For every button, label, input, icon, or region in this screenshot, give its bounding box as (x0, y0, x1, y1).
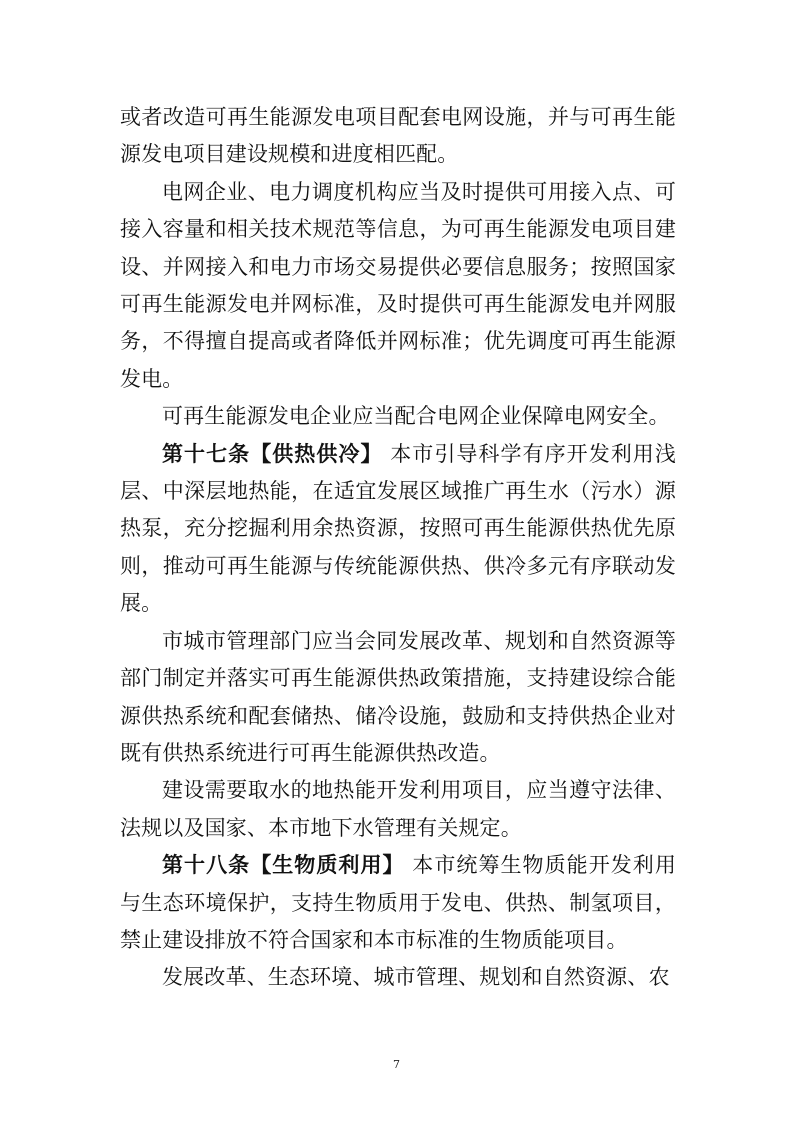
paragraph-text: 电网企业、电力调度机构应当及时提供可用接入点、可接入容量和相关技术规范等信息，为可再生能源发电项目建设、并网接入和电力市场交易提供必要信息服务；按照国家可再生能源发电并网标准，及时提供可再生能源发电并网服务，不得擅自提高或者降低并网标准；优先调度可再生能源发电。 (120, 179, 676, 391)
article-title: 第十八条【生物质利用】 (162, 853, 405, 878)
article-title: 第十七条【供热供冷】 (162, 441, 383, 466)
paragraph-text: 本市统筹生物质能开发利用与生态环境保护，支持生物质用于发电、供热、制氢项目，禁止建设排放不符合国家和本市标准的生物质能项目。 (120, 853, 676, 952)
paragraph-text: 市城市管理部门应当会同发展改革、规划和自然资源等部门制定并落实可再生能源供热政策措施，支持建设综合能源供热系统和配套储热、储冷设施，鼓励和支持供热企业对既有供热系统进行可再生能源供热改造。 (120, 628, 676, 765)
paragraph-departments (120, 959, 676, 996)
paragraph-grid-info (120, 174, 676, 398)
paragraph-text: 可再生能源发电企业应当配合电网企业保障电网安全。 (162, 404, 670, 429)
paragraph-grid-safety (120, 398, 676, 435)
article-17 (120, 436, 676, 623)
paragraph-text: 建设需要取水的地热能开发利用项目，应当遵守法律、法规以及国家、本市地下水管理有关规定。 (120, 778, 676, 840)
page-number: 7 (393, 1058, 400, 1071)
paragraph-geothermal-water (120, 772, 676, 847)
paragraph-heating-policy (120, 623, 676, 773)
paragraph-text: 发展改革、生态环境、城市管理、规划和自然资源、农 (162, 965, 670, 990)
article-18 (120, 847, 676, 959)
paragraph-text: 或者改造可再生能源发电项目配套电网设施，并与可再生能源发电项目建设规模和进度相匹配。 (120, 105, 676, 167)
paragraph-text: 本市引导科学有序开发利用浅层、中深层地热能，在适宜发展区域推广再生水（污水）源热泵，充分挖掘利用余热资源，按照可再生能源供热优先原则，推动可再生能源与传统能源供热、供冷多元有序联动发展。 (120, 441, 677, 616)
paragraph-continuation (120, 99, 676, 174)
document-body (120, 99, 676, 997)
